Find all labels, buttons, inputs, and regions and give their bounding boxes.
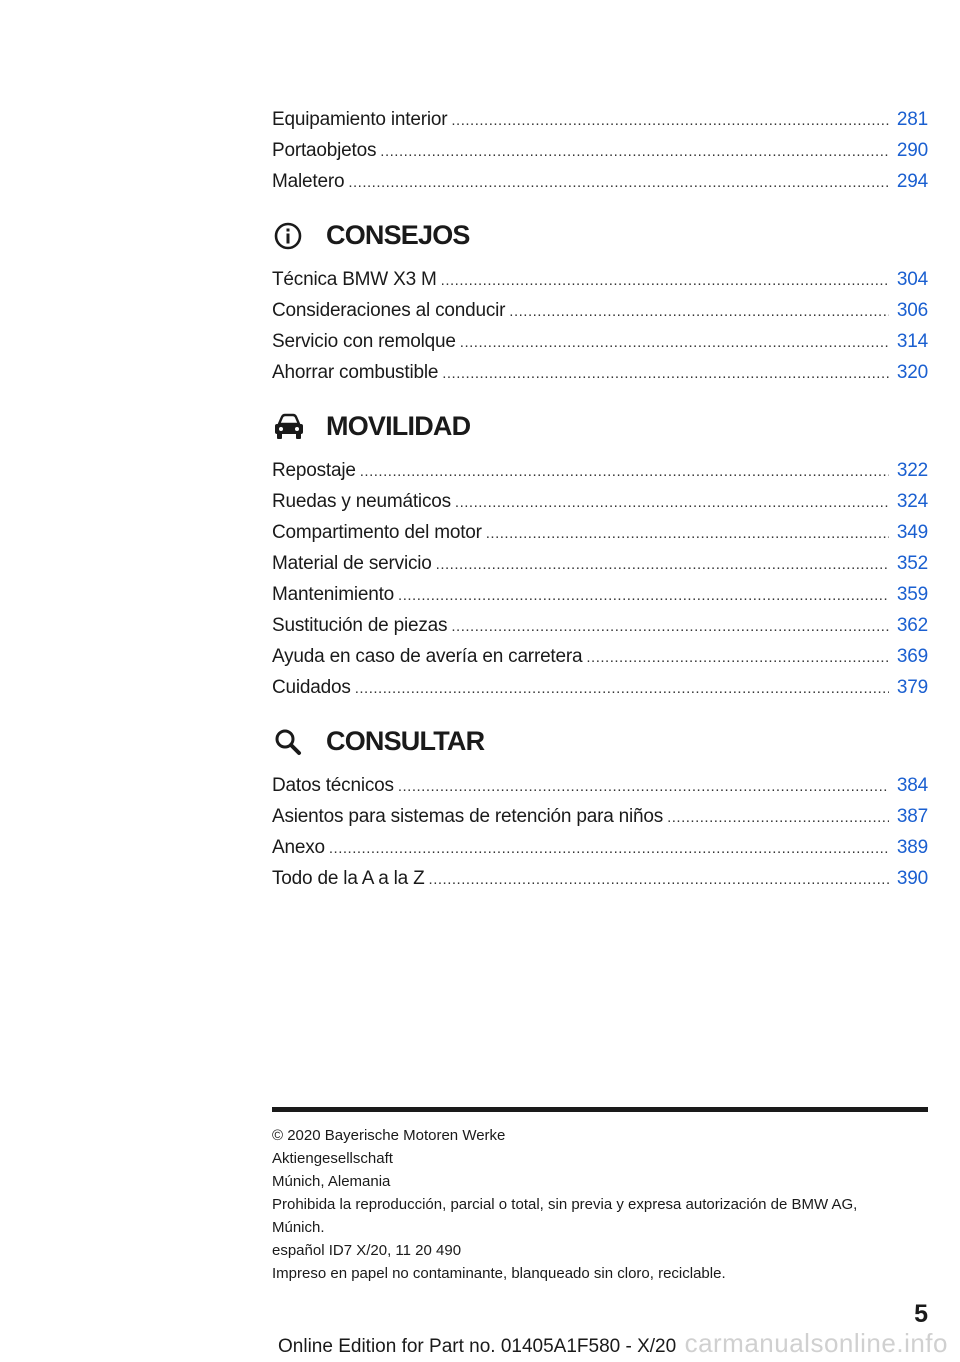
toc-page-link[interactable]: 387 <box>896 806 928 827</box>
toc-entry-label: Consideraciones al conducir <box>272 300 506 321</box>
imprint-line: © 2020 Bayerische Motoren Werke <box>272 1127 506 1144</box>
toc-entry-label: Mantenimiento <box>272 584 395 605</box>
page-number: 5 <box>914 1300 928 1328</box>
toc-entry-label: Repostaje <box>272 460 356 481</box>
toc-entry[interactable] <box>272 641 928 672</box>
toc-entry-label: Anexo <box>272 837 325 858</box>
toc-page-link[interactable]: 352 <box>896 553 928 574</box>
toc-leader-dots <box>486 518 889 549</box>
toc-entry-label: Datos técnicos <box>272 775 394 796</box>
toc-page-link[interactable]: 362 <box>896 615 928 636</box>
toc-leader-dots <box>451 105 889 136</box>
imprint-line: Prohibida la reproducción, parcial o total, sin previa y expresa autorización de BMW AG, <box>272 1196 858 1213</box>
toc-leader-dots <box>398 771 889 802</box>
toc-leader-dots <box>348 167 889 198</box>
toc-page-link[interactable]: 322 <box>896 460 928 481</box>
toc-entry-label: Ruedas y neumáticos <box>272 491 451 512</box>
section-heading <box>272 719 928 764</box>
toc-page-link[interactable]: 390 <box>896 868 928 889</box>
toc-leader-dots <box>355 673 889 704</box>
section-heading <box>272 404 928 449</box>
toc-entry-label: Asientos para sistemas de retención para niños <box>272 806 664 827</box>
section-movilidad <box>272 404 928 703</box>
toc-page-link[interactable]: 306 <box>896 300 928 321</box>
toc-leader-dots <box>360 456 889 487</box>
toc-leader-dots <box>380 136 889 167</box>
toc-page-link[interactable]: 304 <box>896 269 928 290</box>
toc-entry[interactable] <box>272 672 928 703</box>
toc-entry-label: Portaobjetos <box>272 140 377 161</box>
toc-entry[interactable] <box>272 579 928 610</box>
toc-entry[interactable] <box>272 135 928 166</box>
toc-entry[interactable] <box>272 610 928 641</box>
toc-leader-dots <box>586 642 889 673</box>
imprint-line: Múnich. <box>272 1219 325 1236</box>
imprint-line: Múnich, Alemania <box>272 1173 391 1190</box>
car-icon <box>272 411 312 443</box>
toc-entry[interactable] <box>272 486 928 517</box>
watermark: carmanualsonline.info <box>684 1328 948 1358</box>
imprint-line: Aktiengesellschaft <box>272 1150 393 1167</box>
section-title: MOVILIDAD <box>326 411 471 441</box>
toc-entry[interactable] <box>272 104 928 135</box>
toc-entry-label: Técnica BMW X3 M <box>272 269 437 290</box>
section-consultar <box>272 719 928 894</box>
toc-leader-dots <box>436 549 889 580</box>
toc-leader-dots <box>329 833 889 864</box>
toc-entry[interactable] <box>272 548 928 579</box>
toc-entry-label: Ahorrar combustible <box>272 362 439 383</box>
toc-page-link[interactable]: 294 <box>896 171 928 192</box>
toc-entry-label: Compartimento del motor <box>272 522 482 543</box>
toc-entry[interactable] <box>272 863 928 894</box>
toc-entry[interactable] <box>272 295 928 326</box>
section-heading <box>272 213 928 258</box>
toc-page-link[interactable]: 349 <box>896 522 928 543</box>
toc-entry[interactable] <box>272 326 928 357</box>
toc-page-link[interactable]: 384 <box>896 775 928 796</box>
toc-page-link[interactable]: 290 <box>896 140 928 161</box>
toc-page-link[interactable]: 281 <box>896 109 928 130</box>
toc-entry-label: Servicio con remolque <box>272 331 456 352</box>
toc-leader-dots <box>398 580 889 611</box>
toc-entry[interactable] <box>272 357 928 388</box>
imprint-line: Impreso en papel no contaminante, blanqueado sin cloro, reciclable. <box>272 1265 726 1282</box>
section-consejos <box>272 213 928 388</box>
toc-entry-label: Ayuda en caso de avería en carretera <box>272 646 583 667</box>
divider-rule <box>272 1107 928 1112</box>
footer-edition: Online Edition for Part no. 01405A1F580 - X/20 <box>278 1336 677 1357</box>
imprint-block <box>272 1124 912 1285</box>
toc-leader-dots <box>429 864 889 895</box>
imprint-line: español ID7 X/20, 11 20 490 <box>272 1242 462 1259</box>
toc-entry-label: Maletero <box>272 171 345 192</box>
toc-entry[interactable] <box>272 801 928 832</box>
toc-entry[interactable] <box>272 770 928 801</box>
toc-leader-dots <box>460 327 889 358</box>
toc-page-link[interactable]: 324 <box>896 491 928 512</box>
info-icon <box>272 220 312 252</box>
toc-leader-dots <box>451 611 889 642</box>
toc-entry[interactable] <box>272 517 928 548</box>
toc-group-top <box>272 104 928 197</box>
toc-entry-label: Equipamiento interior <box>272 109 448 130</box>
toc-entry[interactable] <box>272 455 928 486</box>
section-title: CONSULTAR <box>326 726 485 756</box>
toc-entry[interactable] <box>272 166 928 197</box>
search-icon <box>272 726 312 758</box>
toc-entry-label: Todo de la A a la Z <box>272 868 425 889</box>
toc-entry-label: Cuidados <box>272 677 351 698</box>
section-title: CONSEJOS <box>326 220 470 250</box>
toc-leader-dots <box>509 296 889 327</box>
toc-page-link[interactable]: 359 <box>896 584 928 605</box>
toc-page-link[interactable]: 379 <box>896 677 928 698</box>
toc-entry-label: Material de servicio <box>272 553 432 574</box>
toc-entry-label: Sustitución de piezas <box>272 615 448 636</box>
table-of-contents <box>272 104 928 894</box>
toc-leader-dots <box>455 487 889 518</box>
toc-page-link[interactable]: 389 <box>896 837 928 858</box>
toc-entry[interactable] <box>272 264 928 295</box>
toc-leader-dots <box>442 358 889 389</box>
toc-page-link[interactable]: 369 <box>896 646 928 667</box>
toc-leader-dots <box>667 802 889 833</box>
toc-page-link[interactable]: 314 <box>896 331 928 352</box>
toc-leader-dots <box>441 265 889 296</box>
toc-page-link[interactable]: 320 <box>896 362 928 383</box>
toc-entry[interactable] <box>272 832 928 863</box>
